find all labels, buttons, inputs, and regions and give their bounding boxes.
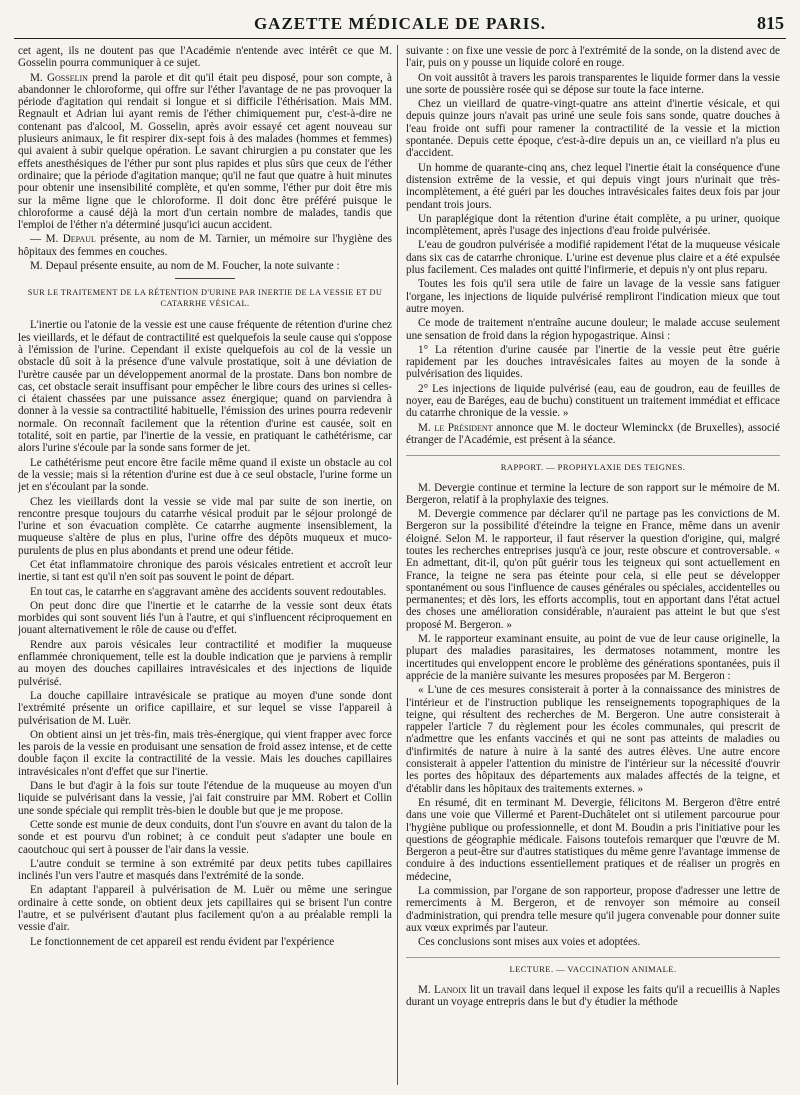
paragraph: 1° La rétention d'urine causée par l'inertie de la vessie peut être guérie rapidement par les douches intravésicales faites au moyen de la sonde à pulvérisation des liquides. <box>406 343 780 381</box>
paragraph: Cette sonde est munie de deux conduits, dont l'un s'ouvre en avant du talon de la sonde et est pourvu d'un robinet; à ce conduit peut s'adapter une boule en caoutchouc qui sert à pousser de l'air dans la vessie. <box>18 818 392 856</box>
paragraph: M. le rapporteur examinant ensuite, au point de vue de leur cause originelle, la plupart des maladies parasitaires, les dermatoses notamment, montre les incertitudes qui enveloppent encore le problème des générations spontanées, puis il apprécie de la manière suivante les mesures proposées par M. Bergeron : <box>406 633 780 682</box>
page-header <box>14 12 786 39</box>
page-number: 815 <box>757 13 784 33</box>
paragraph: Toutes les fois qu'il sera utile de faire un lavage de la vessie sans fatiguer l'organe, les injections de liquide pulvérisé rempliront l'indication mieux que tout autre moyen. <box>406 278 780 315</box>
paragraph: On peut donc dire que l'inertie et le catarrhe de la vessie sont deux états morbides qui sont souvent liés l'un à l'autre, et qui s'influencent réciproquement en jouant alternativement le rôle de cause ou d'effet. <box>18 599 392 637</box>
paragraph: M. Devergie commence par déclarer qu'il ne partage pas les convictions de M. Bergeron sur la possibilité d'éteindre la teigne en France, même dans un avenir éloigné. Selon M. le rapporteur, il faut réserver la question d'origine, qui, malgré toutes les recherches entreprises jusqu'à ce jour, reste obscure et controversable. « En admettant, dit-il, qu'on pût guérir tous les teigneux qui sont actuellement en France, la teigne ne sera pas éteinte pour cela, si elle peut se développer spontanément ou sous l'influence de causes générales ou spéciales, accidentelles ou permanentes; et dès lors, les efforts accomplis, tout en apportant dans l'état actuel des choses une amélioration considérable, n'auraient pas atteint le but que s'est proposé M. Bergeron. » <box>406 508 780 631</box>
paragraph: Un homme de quarante-cinq ans, chez lequel l'inertie était la conséquence d'une distension extrême de la vessie, et qui depuis vingt jours n'urinait que très-incomplètement, a été guéri par les douches intravésicales faites deux fois par jour pendant trois jours. <box>406 161 780 211</box>
paragraph <box>18 233 392 258</box>
paragraph: En tout cas, le catarrhe en s'aggravant amène des accidents souvent redoutables. <box>30 585 387 598</box>
paragraph-text: annonce que M. le docteur Wleminckx (de Bruxelles), associé étranger de l'Académie, est présent à la séance. <box>406 421 780 446</box>
paragraph: cet agent, ils ne doutent pas que l'Académie n'entende avec intérêt ce que M. Gosselin pourra communiquer à ce sujet. <box>18 45 392 70</box>
paragraph: 2° Les injections de liquide pulvérisé (eau, eau de goudron, eau de feuilles de noyer, eau de Baréges, eau de buchu) constituent un traitement immédiat et efficace du catarrhe chronique de la vessie. » <box>406 382 780 420</box>
paragraph <box>406 984 780 1009</box>
left-column <box>18 45 392 1085</box>
paragraph: Chez les vieillards dont la vessie se vide mal par suite de son inertie, on rencontre presque toujours du catarrhe vésical produit par le séjour prolongé de l'urine et son évacuation complète. Ce catarrhe augmente insensiblement, la muqueuse s'altère de plus en plus, l'urine offre des dépôts muqueux et muco-purulents de plus en plus abondants et prend une odeur fétide. <box>18 495 392 557</box>
paragraph: Le cathétérisme peut encore être facile même quand il existe un obstacle au col de la vessie; mais si la rétention d'urine est due à ce seul obstacle, l'urine forme un jet en s'écoulant par la sonde. <box>18 456 392 494</box>
paragraph: L'inertie ou l'atonie de la vessie est une cause fréquente de rétention d'urine chez les vieillards, et le défaut de contractilité est quelquefois la seule cause qui s'oppose à l'émission de l'urine. Cependant il existe quelquefois au col de la vessie un obstacle dû soit à la présence d'une valvule prostatique, soit à une déviation de l'urètre causée par un développement anormal de la prostate. Dans bon nombre de cas, cet obstacle serait insuffisant pour empêcher le libre cours des urines si celles-ci étaient chassées par une puissance assez énergique; quand on parviendra à donner à la vessie sa contractilité habituelle, l'émission des urines pourra redevenir normale. On reconnaît facilement que la rétention d'urine est causée, soit en totalité, soit en partie, par l'inertie de la vessie, en pratiquant le cathétérisme, car alors l'urine s'écoule par la sonde sans former de jet. <box>18 319 392 455</box>
paragraph: Chez un vieillard de quatre-vingt-quatre ans atteint d'inertie vésicale, et qui depuis quinze jours n'avait pas uriné une seule fois sans sonde, quatre douches à l'eau froide ont suffi pour ramener la contractilité de la vessie et la miction spontanée. Depuis cette époque, c'est-à-dire depuis un an, ce vieillard n'a plus eu d'accident. <box>406 98 780 160</box>
paragraph: Un paraplégique dont la rétention d'urine était complète, a pu uriner, quoique incomplètement, après l'usage des injections d'eau froide pulvérisée. <box>406 212 780 238</box>
paragraph: M. Devergie continue et termine la lecture de son rapport sur le mémoire de M. Bergeron, relatif à la prophylaxie des teignes. <box>406 481 780 506</box>
paragraph: M. Depaul présente ensuite, au nom de M. Foucher, la note suivante : <box>30 260 340 273</box>
paragraph: Rendre aux parois vésicales leur contractilité et modifier la muqueuse enflammée chroniquement, telle est la double indication que je parviens à remplir au moyen des douches capillaires intravésicales et des injections de liquide pulvérisé. <box>18 638 392 688</box>
paragraph: En résumé, dit en terminant M. Devergie, félicitons M. Bergeron d'être entré dans une voie que Villermé et Parent-Duchâtelet ont si utilement parcourue pour l'hygiène publique ou professionnelle, et dont M. Boudin a pris l'initiative pour les questions de géographie médicale. Faisons toutefois remarquer que l'œuvre de M. Bergeron a peut-être sur d'autres statistiques du même genre l'avantage immense de conduire à des inductions essentiellement pratiques et de réaliser un progrès en médecine, <box>406 796 780 883</box>
paragraph <box>406 422 780 447</box>
paragraph: Cet état inflammatoire chronique des parois vésicales entretient et accroît leur inertie, si tant est qu'il n'en soit pas souvent le point de départ. <box>18 558 392 584</box>
paragraph: La commission, par l'organe de son rapporteur, propose d'adresser une lettre de remerciments à M. Bergeron, et de renvoyer son mémoire au conseil d'administration, qui prendra telle mesure qu'il jugera convenable pour donner suite aux vœux exprimés par l'auteur. <box>406 885 780 934</box>
paragraph: En adaptant l'appareil à pulvérisation de M. Luër ou même une seringue ordinaire à cette sonde, on obtient deux jets capillaires qui se brisent l'un contre l'autre, et se pulvérisent d'autant plus facilement qu'on a au préalable rempli la vessie d'air. <box>18 884 392 934</box>
paragraph-text: prend la parole et dit qu'il était peu disposé, pour son compte, à abandonner le chloroforme, qui offre sur l'éther l'avantage de ne pas provoquer la période d'agitation qui rendait si longue et si difficile l'éthérisation. Mais MM. Regnault et Adrian lui ayant remis de l'éther chimiquement pur, c'est-à-dire ne contenant pas d'alcool, M. Gosselin, après avoir essayé cet agent nouveau sur plusieurs animaux, le fit respirer dix-sept fois à des malades (hommes et femmes) qui avaient à subir quelque opération. Le savant chirurgien a pu constater que les effets anesthésiques de l'éther pur sont plus rapides et plus sûrs que ceux de l'éther ordinaire; que la période d'agitation manque; qu'il ne faut que quatre à huit minutes pour obtenir une insensibilité complète, et qu'en somme, l'éther pur doit être mis sur la même ligne que le chloroforme. Il doit donc être préféré puisque le chloroforme a causé déjà la mort d'un certain nombre de malades, tandis que l'emploi de l'éther n'a déterminé jusqu'ici aucun accident. <box>18 71 392 232</box>
paragraph: On obtient ainsi un jet très-fin, mais très-énergique, qui vient frapper avec force les parois de la vessie en produisant une sensation de froid assez intense, et de cette double façon il excite la contractilité de la vessie. Mais les douches capillaires intravésicales n'ont d'effet que sur l'inertie. <box>18 728 392 778</box>
paragraph: Ces conclusions sont mises aux voies et adoptées. <box>418 936 641 949</box>
paragraph <box>18 72 392 232</box>
divider <box>175 278 235 279</box>
paragraph: « L'une de ces mesures consisterait à porter à la connaissance des ministres de l'intérieur et de l'instruction publique les renseignements topographiques de la teigne, qui résultent des recherches de M. Bergeron. Une autre consisterait à rappeler l'article 7 du règlement pour les écoles communales, qui prescrit de n'admettre que les enfants vaccinés et qui ne sont pas atteints de maladies ou d'infirmités de nature à nuire à la santé des autres élèves. Une autre encore consisterait à appeler l'attention du ministre de l'intérieur sur la nécessité d'ouvrir les portes des hôpitaux des départements aux malades affectés de la teigne, et d'établir dans les hôpitaux des traitements externes. » <box>406 684 780 795</box>
paragraph: suivante : on fixe une vessie de porc à l'extrémité de la sonde, on la distend avec de l'air, puis on y pousse un liquide coloré en rouge. <box>406 45 780 70</box>
speaker-name: M. Lanoix <box>418 983 467 996</box>
section-title: SUR LE TRAITEMENT DE LA RÉTENTION D'URINE PAR INERTIE DE LA VESSIE ET DU CATARRHE VÉSICAL. <box>27 288 383 309</box>
speaker-name: M. Gosselin <box>30 71 88 84</box>
column-divider <box>397 45 398 1085</box>
paragraph: Ce mode de traitement n'entraîne aucune douleur; le malade accuse seulement une sensation de froid dans la région hypogastrique. Ainsi : <box>406 317 780 342</box>
paragraph: La douche capillaire intravésicale se pratique au moyen d'une sonde dont l'extrémité présente un orifice capillaire, et sur lequel se visse l'appareil à pulvérisation de M. Luër. <box>18 689 392 727</box>
section-heading: LECTURE. — VACCINATION ANIMALE. <box>406 957 780 975</box>
paragraph: L'autre conduit se termine à son extrémité par deux petits tubes capillaires inclinés l'un vers l'autre et masqués dans l'extrémité de la sonde. <box>18 857 392 883</box>
journal-title: GAZETTE MÉDICALE DE PARIS. <box>253 14 547 33</box>
speaker-name: M. le Président <box>418 421 493 434</box>
paragraph-text: présente, au nom de M. Tarnier, un mémoire sur l'hygiène des hôpitaux des femmes en couches. <box>18 233 392 258</box>
speaker-name: — M. Depaul <box>30 233 96 246</box>
paragraph: Dans le but d'agir à la fois sur toute l'étendue de la muqueuse au moyen d'un liquide se pulvérisant dans la vessie, j'ai fait construire par MM. Robert et Collin une sonde spéciale qui remplit très-bien le double but que je me propose. <box>18 780 392 817</box>
paragraph: L'eau de goudron pulvérisée a modifié rapidement l'état de la muqueuse vésicale dans six cas de catarrhe chronique. L'urine est devenue plus claire et a été expulsée plus facilement. Ces malades ont quitté l'infirmerie, et depuis n'y ont plus reparu. <box>406 239 780 277</box>
paragraph: Le fonctionnement de cet appareil est rendu évident par l'expérience <box>30 935 335 948</box>
right-column <box>406 45 780 1085</box>
section-heading: RAPPORT. — PROPHYLAXIE DES TEIGNES. <box>406 455 780 473</box>
paragraph: On voit aussitôt à travers les parois transparentes le liquide former dans la vessie une sorte de poussière rosée qui se dépose sur toute la face interne. <box>406 71 780 96</box>
paragraph-text: lit un travail dans lequel il expose les faits qu'il a recueillis à Naples durant un voyage entrepris dans le but d'y étudier la méthode <box>406 983 780 1009</box>
